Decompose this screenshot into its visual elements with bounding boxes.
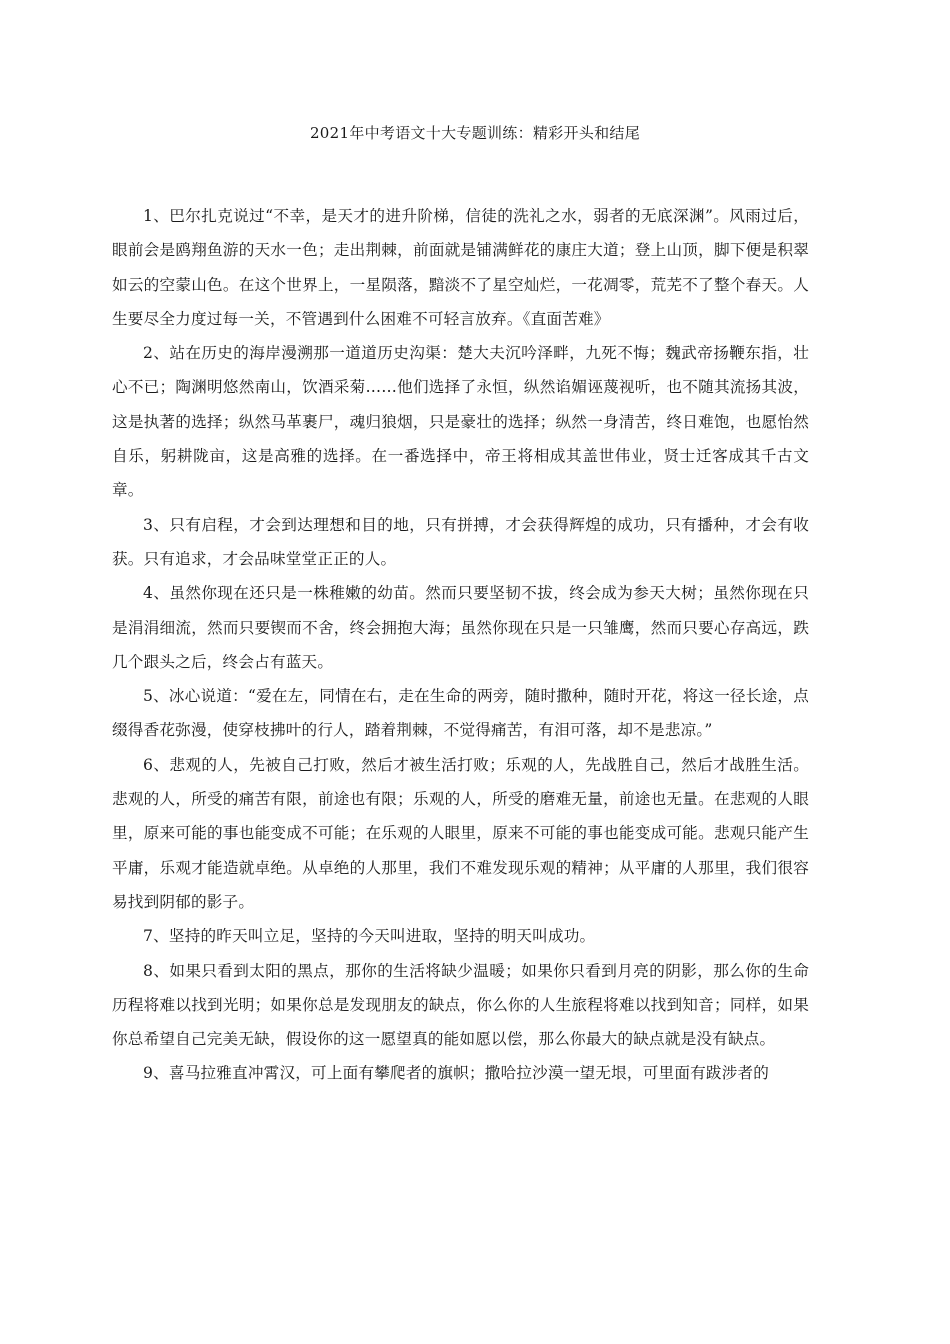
paragraph-5: 5、冰心说道：“爱在左，同情在右，走在生命的两旁，随时撒种，随时开花，将这一径长途，点缀得香花弥漫，使穿枝拂叶的行人，踏着荆棘，不觉得痛苦，有泪可落，却不是悲凉。” [112,687,809,740]
paragraph-7: 7、坚持的昨天叫立足，坚持的今天叫进取，坚持的明天叫成功。 [143,927,596,946]
document-title: 2021年中考语文十大专题训练：精彩开头和结尾 [309,124,641,142]
paragraph-2: 2、站在历史的海岸漫溯那一道道历史沟渠：楚大夫沉吟泽畔，九死不悔；魏武帝扬鞭东指，壮心不已；陶渊明悠然南山，饮酒采菊……他们选择了永恒，纵然谄媚诬蔑视听，也不随其流扬其波，这是执著的选择；纵然马革裹尸，魂归狼烟，只是豪壮的选择；纵然一身清苦，终日难饱，也愿怡然自乐，躬耕陇亩，这是高雅的选择。在一番选择中，帝王将相成其盖世伟业，贤士迁客成其千古文章。 [112,344,809,500]
paragraph-9: 9、喜马拉雅直冲霄汉，可上面有攀爬者的旗帜；撒哈拉沙漠一望无垠，可里面有跋涉者的 [143,1064,770,1083]
paragraph-6: 6、悲观的人，先被自己打败，然后才被生活打败；乐观的人，先战胜自己，然后才战胜生活。悲观的人，所受的痛苦有限，前途也有限；乐观的人，所受的磨难无量，前途也无量。在悲观的人眼里，原来可能的事也能变成不可能；在乐观的人眼里，原来不可能的事也能变成可能。悲观只能产生平庸，乐观才能造就卓绝。从卓绝的人那里，我们不难发现乐观的精神；从平庸的人那里，我们很容易找到阴郁的影子。 [112,755,809,911]
paragraph-3: 3、只有启程，才会到达理想和目的地，只有拼搏，才会获得辉煌的成功，只有播种，才会有收获。只有追求，才会品味堂堂正正的人。 [112,515,809,568]
paragraph-1: 1、巴尔扎克说过“不幸，是天才的进升阶梯，信徒的洗礼之水，弱者的无底深渊”。风雨过后，眼前会是鸥翔鱼游的天水一色；走出荆棘，前面就是铺满鲜花的康庄大道；登上山顶，脚下便是积翠如云的空蒙山色。在这个世界上，一星陨落，黯淡不了星空灿烂，一花凋零，荒芜不了整个春天。人生要尽全力度过每一关，不管遇到什么困难不可轻言放弃。《直面苦难》 [112,207,809,328]
document-body [112,199,809,1091]
paragraph-4: 4、虽然你现在还只是一株稚嫩的幼苗。然而只要坚韧不拔，终会成为参天大树；虽然你现在只是涓涓细流，然而只要锲而不舍，终会拥抱大海；虽然你现在只是一只雏鹰，然而只要心存高远，跌几个跟头之后，终会占有蓝天。 [112,584,809,671]
paragraph-8: 8、如果只看到太阳的黑点，那你的生活将缺少温暖；如果你只看到月亮的阴影，那么你的生命历程将难以找到光明；如果你总是发现朋友的缺点，你么你的人生旅程将难以找到知音；同样，如果你总希望自己完美无缺，假设你的这一愿望真的能如愿以偿，那么你最大的缺点就是没有缺点。 [112,961,809,1049]
